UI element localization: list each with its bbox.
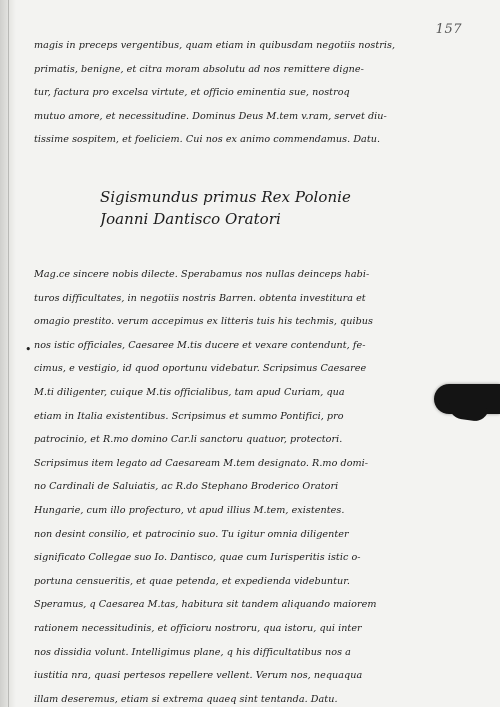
heading-recipient: Joanni Dantisco Oratori (100, 210, 281, 228)
text-line: turos difficultates, in negotiis nostris Barren. obtenta investitura et (34, 292, 366, 304)
page-binding-edge (0, 0, 16, 707)
text-line: illam deseremus, etiam si extrema quaeq sint tentanda. Datu. (34, 693, 338, 705)
heading-sender: Sigismundus primus Rex Polonie (100, 188, 351, 206)
text-line: magis in preceps vergentibus, quam etiam in quibusdam negotiis nostris, (34, 40, 396, 51)
text-line: non desint consilio, et patrocinio suo. Tu igitur omnia diligenter (34, 528, 349, 540)
letter-body-text (34, 263, 474, 707)
text-line: iustitia nra, quasi pertesos repellere vellent. Verum nos, nequaqua (34, 670, 363, 682)
text-line: omagio prestito. verum accepimus ex litteris tuis his techmis, quibus (34, 316, 373, 328)
text-line: tur, factura pro excelsa virtute, et officio eminentia sue, nostroq (34, 87, 350, 99)
text-line: nos dissidia volunt. Intelligimus plane, q his difficultatibus nos a (34, 646, 351, 658)
page-tab-marker (434, 384, 500, 414)
text-line: cimus, e vestigio, id quod oportunu videbatur. Scripsimus Caesaree (34, 363, 367, 375)
letter-heading (100, 186, 360, 230)
text-line: Scripsimus item legato ad Caesaream M.tem designato. R.mo domi- (34, 457, 369, 469)
text-line: Hungarie, cum illo profecturo, vt apud illius M.tem, existentes. (34, 504, 345, 516)
text-line: no Cardinali de Saluiatis, ac R.do Stephano Broderico Oratori (34, 481, 339, 493)
text-line: rationem necessitudinis, et officioru nostroru, qua istoru, qui inter (34, 622, 362, 634)
text-line: Speramus, q Caesarea M.tas, habitura sit tandem aliquando maiorem (34, 599, 377, 611)
text-line: patrocinio, et R.mo domino Car.li sanctoru quatuor, protectori. (34, 434, 343, 446)
text-line: etiam in Italia existentibus. Scripsimus et summo Pontifici, pro (34, 410, 344, 422)
text-line: primatis, benigne, et citra moram absolutu ad nos remittere digne- (34, 63, 364, 75)
text-line: nos istic officiales, Caesaree M.tis ducere et vexare contendunt, fe- (34, 339, 366, 351)
text-line: significato Collegae suo Io. Dantisco, quae cum Iurisperitis istic o- (34, 552, 361, 564)
text-line: mutuo amore, et necessitudine. Dominus Deus M.tem v.ram, servet diu- (34, 110, 387, 122)
letter-closing-text (34, 34, 474, 152)
text-line: M.ti diligenter, cuique M.tis officialibus, tam apud Curiam, qua (34, 386, 345, 398)
margin-dot: • (25, 343, 32, 356)
folio-number: 157 (435, 22, 462, 37)
text-line: portuna censueritis, et quae petenda, et expedienda videbuntur. (34, 575, 350, 587)
text-line: tissime sospitem, et foeliciem. Cui nos ex animo commendamus. Datu. (34, 134, 381, 146)
text-line: Mag.ce sincere nobis dilecte. Sperabamus nos nullas deinceps habi- (34, 269, 370, 280)
